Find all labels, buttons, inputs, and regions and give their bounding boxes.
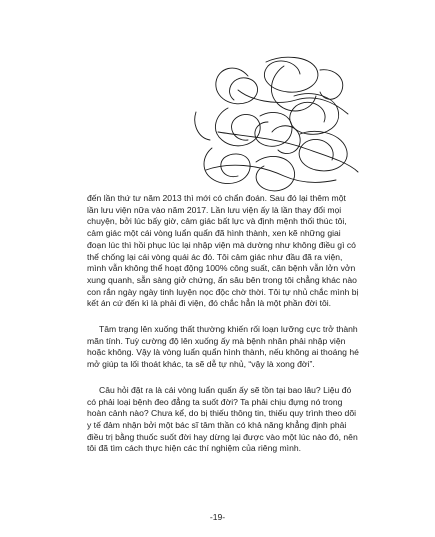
paragraph: Câu hỏi đặt ra là cái vòng luẩn quẩn ấy sẽ tồn tại bao lâu? Liệu đó có phải loại bệnh đeo đẳng ta suốt đời? Ta phải chịu đựng nó trong hoàn cảnh nào? Chưa kể, do bị thiếu thông tin, thiếu quy trình theo dõi y tế đảm nhận bởi một bác sĩ tâm thần có khả năng khẳng định phải điều trị bằng thuốc suốt đời hay dừng lại được vào một lúc nào đó, nên tôi đã tìm cách thực hiện các thí nghiệm của riêng mình. <box>87 384 358 454</box>
scribble-stroke <box>238 90 348 114</box>
scribble-stroke <box>206 165 336 182</box>
body-text <box>87 193 359 469</box>
scribble-stroke <box>218 132 358 172</box>
scribble-stroke <box>256 156 295 190</box>
scribble-stroke <box>272 126 300 154</box>
scribble-stroke <box>299 131 347 171</box>
scribble-drawing <box>188 52 366 198</box>
paragraph: Tâm trạng lên xuống thất thường khiến rối loạn lưỡng cực trở thành mãn tính. Tuỳ cường độ lên xuống ấy mà bệnh nhân phải nhập viện hoặc không. Vậy là vòng luẩn quẩn hình thành, nếu không ai thoáng hé mở giúp ta lối thoát khác, ta sẽ dễ tự nhủ, “vậy là xong đời”. <box>87 324 359 370</box>
scribble-stroke <box>215 108 260 146</box>
scribble-stroke <box>320 70 343 100</box>
scribble-stroke <box>216 68 258 104</box>
scribble-stroke <box>195 112 210 140</box>
scribble-illustration <box>188 52 366 198</box>
scribble-stroke <box>271 66 316 111</box>
paragraph: đến lần thứ tư năm 2013 thì mới có chẩn đoán. Sau đó lại thêm một lần lưu viện nữa vào năm 2017. Lần lưu viện ấy là lần thay đổi mọi chuyện, bởi lúc bấy giờ, cảm giác bất lực và định mệnh thối thúc tôi, cảm giác một cái vòng luẩn quẩn đã hình thành, xen kẽ những giai đoạn lúc thì hồi phục lúc lại nhập viện mà dường như không điều gì có thể chống lại cái vòng quái ác đó. Tôi cảm giác như đầu đã ra viện, mình vẫn không thể hoạt động 100% công suất, căn bệnh vẫn lởn vởn xung quanh, sẵn sàng giở chứng, ẩn sâu bên trong tôi chẳng khác nào con rắn ngày ngày tinh luyện nọc độc chờ thời. Tôi tự nhủ chắc mình bị kết án cứ đến kì là phải đi viện, đó chắc hẳn là một phần đời tôi. <box>87 193 359 309</box>
scribble-stroke <box>264 57 318 92</box>
page-number: -19- <box>209 512 226 522</box>
